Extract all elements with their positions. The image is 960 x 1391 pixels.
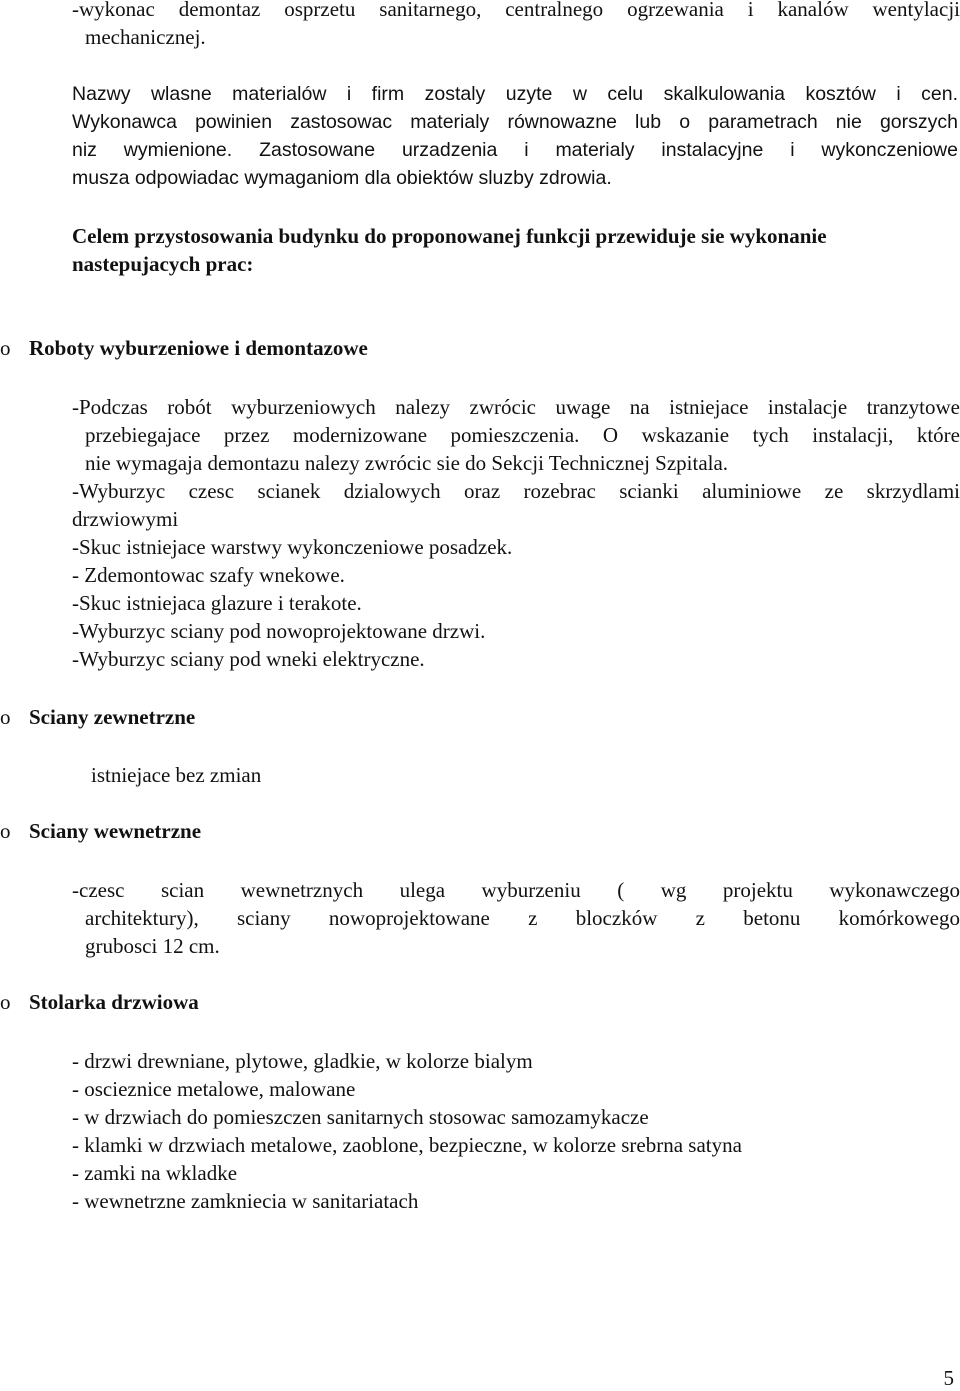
doors-item: - zamki na wkladke — [72, 1161, 238, 1185]
section-heading-doors — [0, 988, 900, 1016]
demolition-item-line: - Zdemontowac szafy wnekowe. — [72, 563, 345, 587]
doors-items — [72, 1047, 960, 1215]
demolition-item-line: nie wymagaja demontazu nalezy zwrócic sie do Sekcji Technicznej Szpitala. — [85, 451, 729, 475]
bullet-marker: o — [0, 705, 11, 729]
internal-walls-line: architektury), sciany nowoprojektowane z bloczków z betonu komórkowego — [85, 906, 960, 930]
internal-walls-paragraph — [72, 876, 960, 960]
demolition-item-line: -Wyburzyc sciany pod wneki elektryczne. — [72, 647, 425, 671]
demolition-item-line: -Wyburzyc czesc scianek dzialowych oraz rozebrac scianki aluminiowe ze skrzydlami — [72, 479, 960, 503]
demolition-item-line: -Skuc istniejace warstwy wykonczeniowe posadzek. — [72, 535, 513, 559]
doors-item: - w drzwiach do pomieszczen sanitarnych stosowac samozamykacze — [72, 1105, 649, 1129]
bullet-marker: o — [0, 336, 11, 360]
demolition-item-line: drzwiowymi — [72, 507, 179, 531]
section-heading-external-walls — [0, 703, 900, 731]
bullet-marker: o — [0, 819, 11, 843]
materials-note-line: musza odpowiadac wymaganiom dla obiektów sluzby zdrowia. — [72, 167, 612, 189]
materials-note-line: Nazwy wlasne materialów i firm zostaly uzyte w celu skalkulowania kosztów i cen. — [72, 83, 958, 105]
intro-list-item-line: mechanicznej. — [85, 25, 206, 49]
doors-item: - wewnetrzne zamkniecia w sanitariatach — [72, 1189, 419, 1213]
section-title: Sciany wewnetrzne — [29, 819, 202, 843]
doors-item: - klamki w drzwiach metalowe, zaoblone, bezpieczne, w kolorze srebrna satyna — [72, 1133, 742, 1157]
doors-item: - oscieznice metalowe, malowane — [72, 1077, 356, 1101]
section-heading-internal-walls — [0, 817, 900, 845]
materials-note-paragraph — [72, 80, 958, 192]
demolition-item-line: -Podczas robót wyburzeniowych nalezy zwrócic uwage na istniejace instalacje tranzytowe — [72, 395, 960, 419]
intro-list-item-line: -wykonac demontaz osprzetu sanitarnego, centralnego ogrzewania i kanalów wentylacji — [72, 0, 960, 21]
scope-lead-line: nastepujacych prac: — [72, 252, 254, 276]
internal-walls-line: grubosci 12 cm. — [85, 934, 220, 958]
section-heading-demolition — [0, 334, 900, 362]
materials-note-line: Wykonawca powinien zastosowac materialy równowazne lub o parametrach nie gorszych — [72, 111, 958, 133]
demolition-items — [72, 393, 960, 673]
scope-lead-paragraph — [72, 222, 958, 278]
demolition-item-line: przebiegajace przez modernizowane pomieszczenia. O wskazanie tych instalacji, które — [85, 423, 960, 447]
section-title: Stolarka drzwiowa — [29, 990, 199, 1014]
scope-lead-line: Celem przystosowania budynku do proponowanej funkcji przewiduje sie wykonanie — [72, 224, 827, 248]
page-number: 5 — [943, 1366, 954, 1390]
demolition-item-line: -Wyburzyc sciany pod nowoprojektowane drzwi. — [72, 619, 486, 643]
doors-item: - drzwi drewniane, plytowe, gladkie, w kolorze bialym — [72, 1049, 533, 1073]
demolition-item-line: -Skuc istniejaca glazure i terakote. — [72, 591, 362, 615]
section-title: Sciany zewnetrzne — [29, 705, 196, 729]
bullet-marker: o — [0, 990, 11, 1014]
internal-walls-line: -czesc scian wewnetrznych ulega wyburzeniu ( wg projektu wykonawczego — [72, 878, 960, 902]
materials-note-line: niz wymienione. Zastosowane urzadzenia i materialy instalacyjne i wykonczeniowe — [72, 139, 958, 161]
external-walls-text: istniejace bez zmian — [91, 763, 262, 787]
intro-list-item — [72, 0, 960, 51]
section-title: Roboty wyburzeniowe i demontazowe — [29, 336, 368, 360]
